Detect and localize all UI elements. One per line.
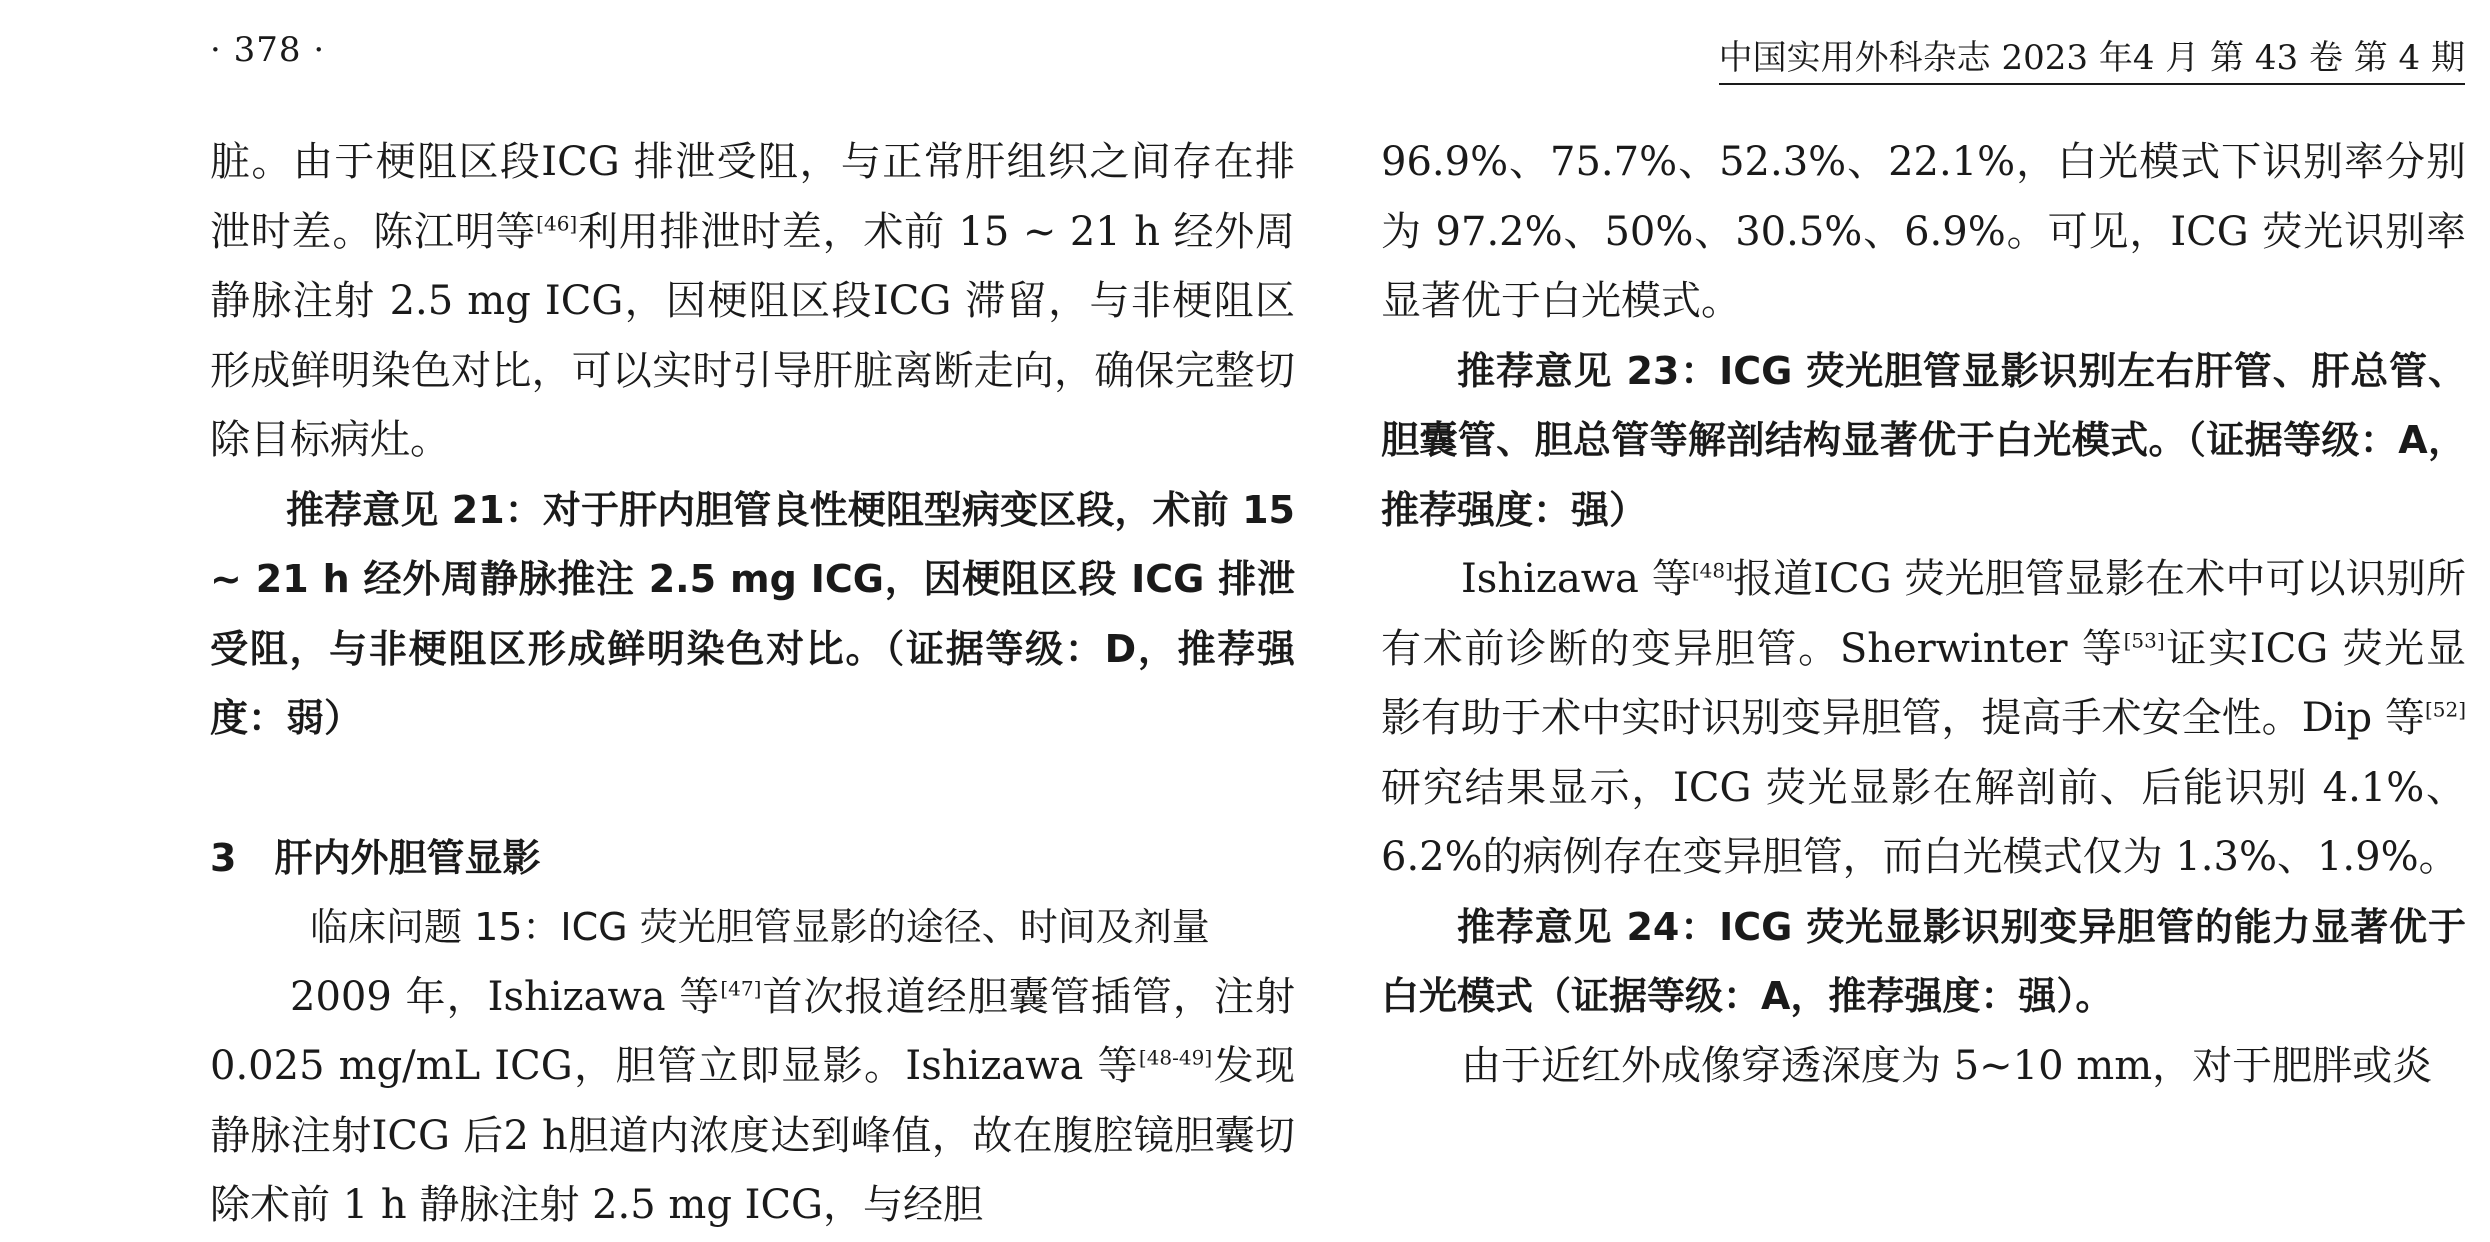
text-segment: 利用排泄时差，术前 15 ~ 21 h 经外周静脉注射 2.5 mg ICG，因梗阻区段ICG 滞留，与非梗阻区形成鲜明染色对比，可以实时引导肝脏离断走向，确保完整切除目标病灶。: [210, 208, 1295, 463]
text-segment: 2009 年，Ishizawa 等: [290, 973, 721, 1020]
left-column: [210, 128, 1295, 1241]
paragraph: 由于近红外成像穿透深度为 5~10 mm，对于肥胖或炎: [1461, 1042, 2433, 1089]
citation-ref: [48]: [1691, 558, 1733, 583]
citation-ref: [52]: [2424, 697, 2466, 722]
text-segment: Ishizawa 等: [1461, 556, 1692, 602]
recommendation-24: 推荐意见 24：ICG 荧光显影识别变异胆管的能力显著优于白光模式（证据等级：A，推荐强度：强）。: [1381, 904, 2466, 1018]
recommendation-21: 推荐意见 21：对于肝内胆管良性梗阻型病变区段，术前 15 ~ 21 h 经外周静脉推注 2.5 mg ICG，因梗阻区段 ICG 排泄受阻，与非梗阻区形成鲜明染色对比。（证据等级：D，推荐强度：弱）: [210, 487, 1295, 740]
paragraph: [210, 963, 1295, 1241]
citation-ref: [46]: [536, 211, 578, 236]
section-heading: 3 肝内外胆管显影: [210, 835, 541, 880]
text-segment: 研究结果显示，ICG 荧光显影在解剖前、后能识别 4.1%、6.2%的病例存在变异胆管，而白光模式仅为 1.3%、1.9%。: [1381, 764, 2466, 880]
page-header: [210, 30, 2465, 76]
citation-ref: [48-49]: [1138, 1045, 1213, 1070]
recommendation-23: 推荐意见 23：ICG 荧光胆管显影识别左右肝管、肝总管、胆囊管、胆总管等解剖结构显著优于白光模式。（证据等级：A，推荐强度：强）: [1381, 348, 2466, 532]
text-segment: 脏。由于梗阻区段ICG 排泄受阻，与正常肝组织之间存在排泄时差。陈江明等: [210, 139, 1295, 255]
clinical-question-15: 临床问题 15：ICG 荧光胆管显影的途径、时间及剂量: [310, 905, 1210, 949]
paragraph: [1381, 545, 2466, 893]
paragraph: 96.9%、75.7%、52.3%、22.1%，白光模式下识别率分别为 97.2%、50%、30.5%、6.9%。可见，ICG 荧光识别率显著优于白光模式。: [1381, 139, 2466, 324]
text-segment: 证实ICG 荧光显影有助于术中实时识别变异胆管，提高手术安全性。Dip 等: [1381, 625, 2466, 741]
section-spacer: [210, 754, 1295, 824]
text-segment: 发现静脉注射ICG 后2 h胆道内浓度达到峰值，故在腹腔镜胆囊切除术前 1 h 静脉注射 2.5 mg ICG，与经胆: [210, 1043, 1295, 1228]
paragraph: [210, 128, 1295, 476]
citation-ref: [47]: [720, 976, 762, 1001]
page-number: · 378 ·: [210, 30, 326, 70]
journal-running-head: 中国实用外科杂志 2023 年4 月 第 43 卷 第 4 期: [1719, 30, 2465, 85]
text-segment: 报道ICG 荧光胆管显影在术中可以识别所有术前诊断的变异胆管。Sherwinter 等: [1381, 556, 2466, 672]
text-segment: 首次报道经胆囊管插管，注射 0.025 mg/mL ICG，胆管立即显影。Ishizawa 等: [210, 973, 1295, 1089]
citation-ref: [53]: [2123, 628, 2165, 653]
right-column: [1381, 128, 2466, 1101]
